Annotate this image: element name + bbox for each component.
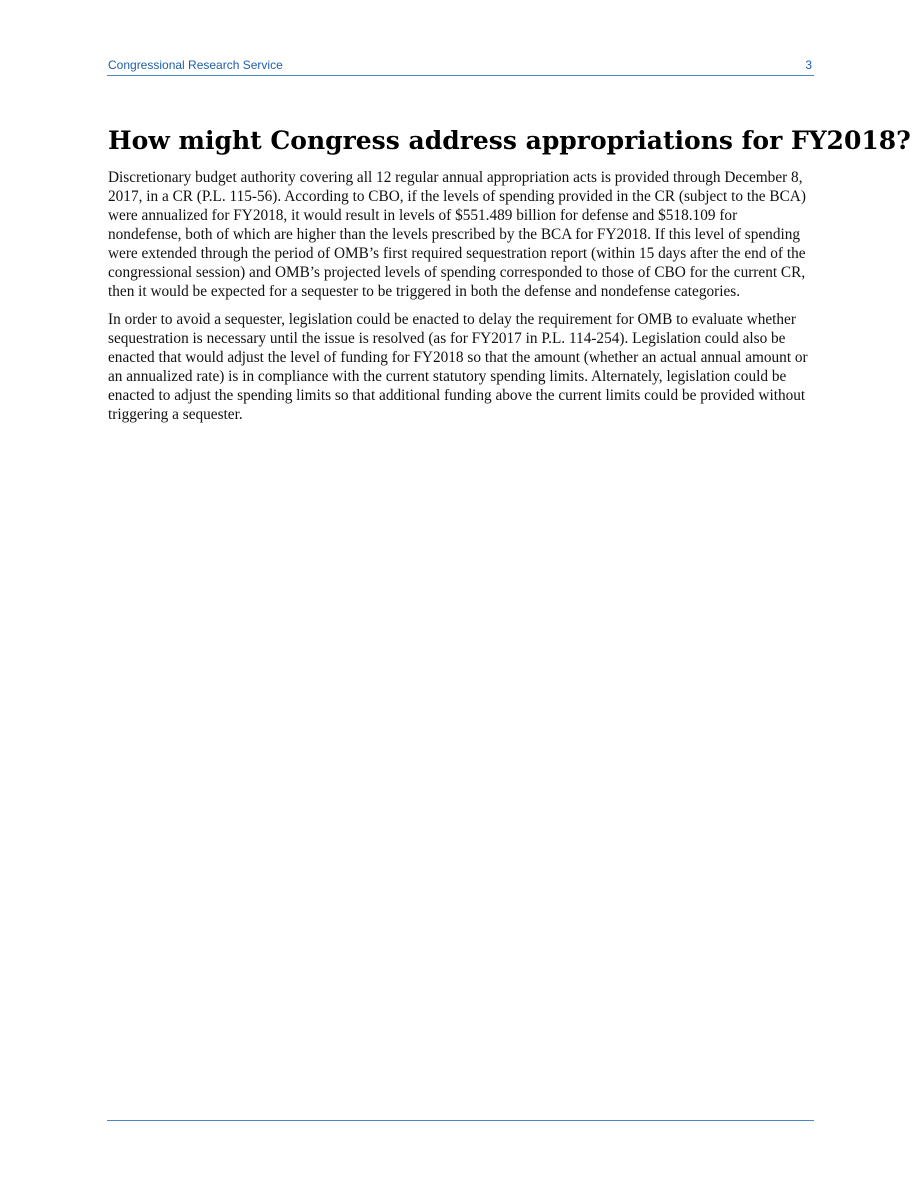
- page-number: 3: [805, 58, 812, 72]
- header-organization: Congressional Research Service: [108, 58, 283, 72]
- footer-rule: [107, 1120, 814, 1121]
- page-header: [107, 57, 814, 76]
- paragraph-2: In order to avoid a sequester, legislation could be enacted to delay the requirement for OMB to evaluate whether sequestration is necessary until the issue is resolved (as for FY2017 in P.L. 114-254). Legislation could also be enacted that would adjust the level of funding for FY2018 so that the amount (whether an actual annual amount or an annualized rate) is in compliance with the current statutory spending limits. Alternately, legislation could be enacted to adjust the spending limits so that additional funding above the current limits could be provided without triggering a sequester.: [108, 311, 808, 423]
- paragraph-1: Discretionary budget authority covering all 12 regular annual appropriation acts is provided through December 8, 2017, in a CR (P.L. 115-56). According to CBO, if the levels of spending provided in the CR (subject to the BCA) were annualized for FY2018, it would result in levels of $551.489 billion for defense and $518.109 for nondefense, both of which are higher than the levels prescribed by the BCA for FY2018. If this level of spending were extended through the period of OMB’s first required sequestration report (within 15 days after the end of the congressional session) and OMB’s projected levels of spending corresponded to those of CBO for the current CR, then it would be expected for a sequester to be triggered in both the defense and nondefense categories.: [108, 169, 806, 300]
- section-heading: How might Congress address appropriations for FY2018?: [108, 126, 911, 155]
- document-body: [108, 124, 911, 433]
